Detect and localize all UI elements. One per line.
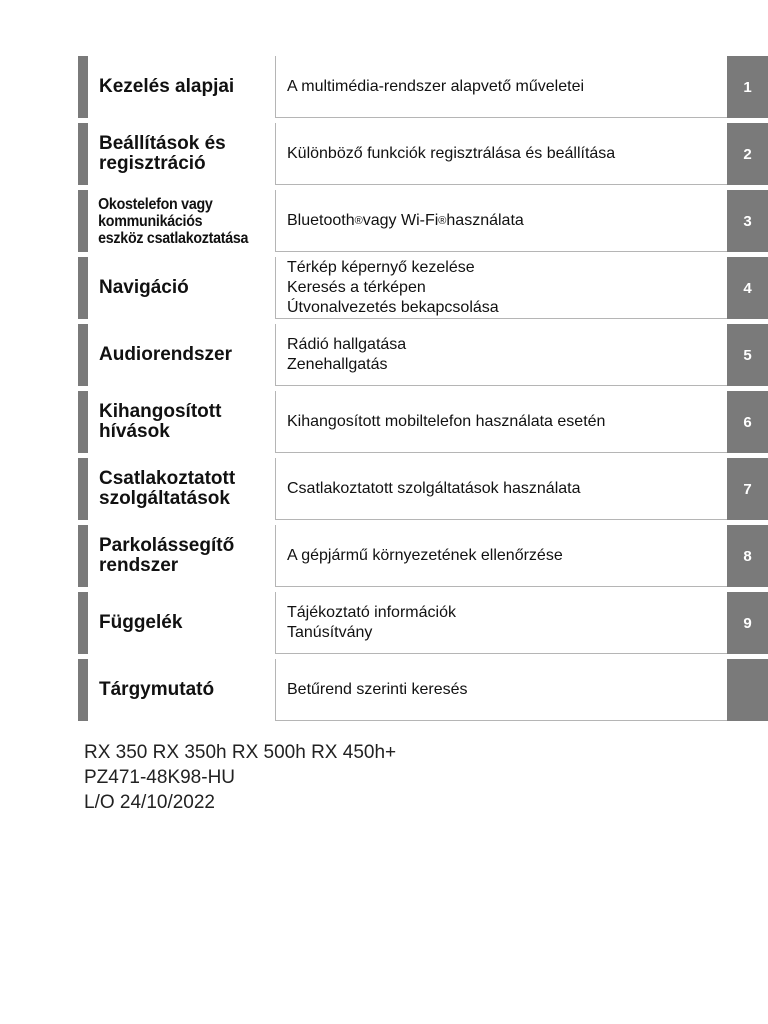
section-title: Tárgymutató (99, 679, 215, 700)
section-tab[interactable]: 1 (727, 56, 768, 118)
toc-row-7[interactable] (78, 458, 768, 520)
section-tab[interactable]: 7 (727, 458, 768, 520)
model-list: RX 350 RX 350h RX 500h RX 450h+ (84, 742, 397, 763)
section-description: A gépjármű környezetének ellenőrzése (275, 525, 727, 587)
section-bar (78, 56, 88, 118)
section-description: Csatlakoztatott szolgáltatások használata (275, 458, 727, 520)
toc-row-9[interactable] (78, 592, 768, 654)
toc-row-6[interactable] (78, 391, 768, 453)
section-tab[interactable]: 2 (727, 123, 768, 185)
section-tab[interactable]: 4 (727, 257, 768, 319)
section-description: Rádió hallgatása Zenehallgatás (275, 324, 727, 386)
table-of-contents (78, 56, 768, 721)
section-bar (78, 592, 88, 654)
description-text: vagy Wi-Fi (362, 211, 439, 229)
section-bar (78, 257, 88, 319)
toc-row-5[interactable] (78, 324, 768, 386)
section-title: Okostelefon vagy kommunikációs eszköz csatlakoztatása (98, 195, 249, 247)
toc-row-2[interactable] (78, 123, 768, 185)
toc-row-8[interactable] (78, 525, 768, 587)
toc-row-4[interactable] (78, 257, 768, 319)
description-text: használata (446, 211, 524, 229)
section-title: Audiorendszer (99, 344, 233, 365)
section-tab[interactable]: 5 (727, 324, 768, 386)
description-text: Bluetooth (287, 211, 355, 229)
section-tab[interactable] (727, 659, 768, 721)
toc-row-10[interactable] (78, 659, 768, 721)
document-footer (84, 740, 396, 815)
section-bar (78, 190, 88, 252)
section-tab[interactable]: 6 (727, 391, 768, 453)
section-description: Bluetooth ® vagy Wi-Fi ® használata (275, 190, 727, 252)
section-tab[interactable]: 9 (727, 592, 768, 654)
section-tab[interactable]: 8 (727, 525, 768, 587)
section-description: A multimédia-rendszer alapvető műveletei (275, 56, 727, 118)
section-description: Kihangosított mobiltelefon használata esetén (275, 391, 727, 453)
section-title: Beállítások és regisztráció (99, 133, 226, 174)
section-title: Kihangosított hívások (99, 401, 222, 442)
section-bar (78, 324, 88, 386)
section-description: Különböző funkciók regisztrálása és beállítása (275, 123, 727, 185)
section-tab[interactable]: 3 (727, 190, 768, 252)
section-bar (78, 391, 88, 453)
section-bar (78, 123, 88, 185)
section-title: Parkolássegítő rendszer (99, 535, 235, 576)
section-title: Függelék (99, 612, 183, 633)
document-code: PZ471-48K98-HU (84, 767, 236, 788)
section-bar (78, 659, 88, 721)
section-title: Csatlakoztatott szolgáltatások (99, 468, 236, 509)
section-bar (78, 525, 88, 587)
section-description: Tájékoztató információk Tanúsítvány (275, 592, 727, 654)
document-date: L/O 24/10/2022 (84, 792, 215, 813)
section-bar (78, 458, 88, 520)
section-title: Kezelés alapjai (99, 76, 235, 97)
toc-row-3[interactable] (78, 190, 768, 252)
section-description: Betűrend szerinti keresés (275, 659, 727, 721)
section-title: Navigáció (99, 277, 189, 298)
toc-row-1[interactable] (78, 56, 768, 118)
section-description: Térkép képernyő kezelése Keresés a térképen Útvonalvezetés bekapcsolása (275, 257, 727, 319)
